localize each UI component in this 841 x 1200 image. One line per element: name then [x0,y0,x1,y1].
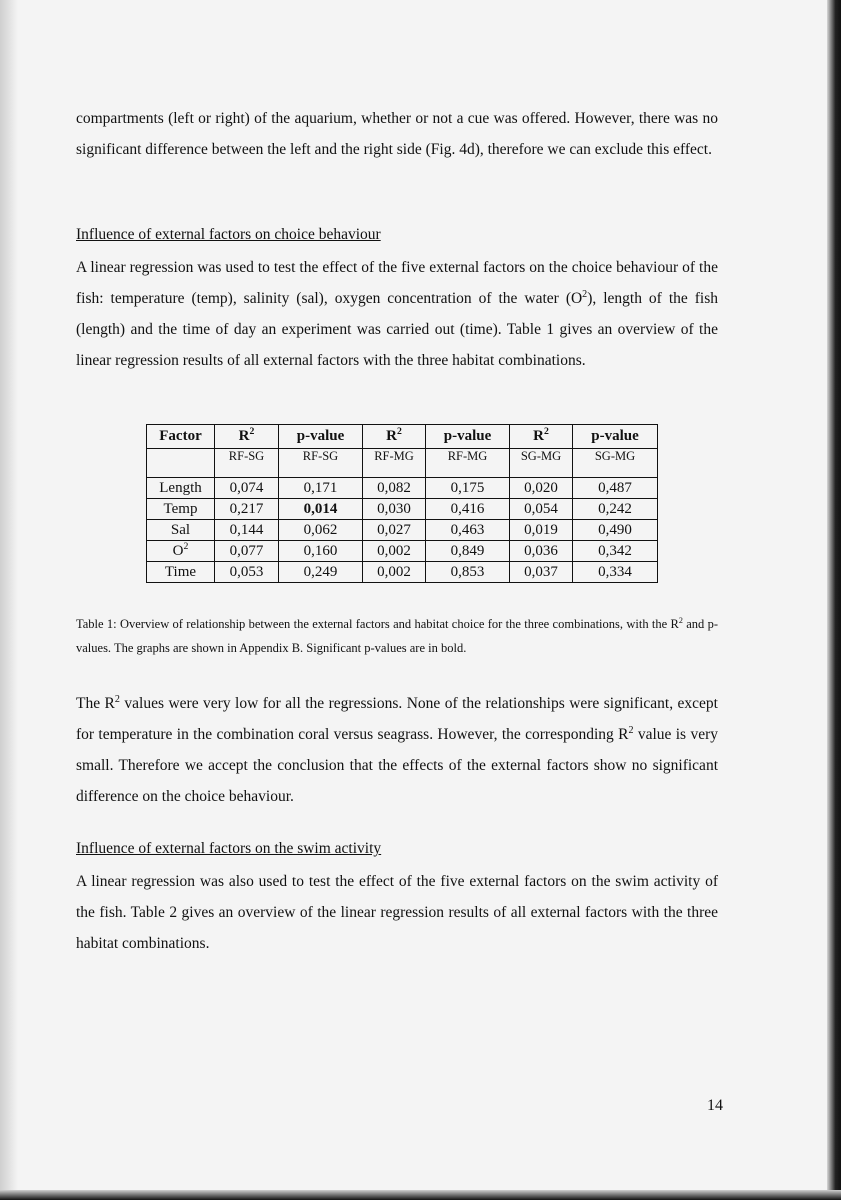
cell-r2: 0,074 [215,478,279,499]
header-r2: $R^2$ [510,425,573,449]
section-heading-choice: Influence of external factors on choice behaviour [76,226,381,243]
page-number: 14 [707,1097,723,1114]
cell-r2: 0,019 [510,520,573,541]
cell-p: 0,334 [573,562,658,583]
section-heading-swim: Influence of external factors on the swim activity [76,840,382,857]
cell-p: 0,062 [279,520,363,541]
cell-factor: Sal [147,520,215,541]
cell-r2: 0,053 [215,562,279,583]
cell-r2: 0,002 [363,541,426,562]
cell-p: 0,171 [279,478,363,499]
table-row [147,499,658,520]
choice-paragraph-part-b: ), length of the fish (length) and the time of day an experiment was carried out (time). Table 1 gives an overview of the linear regression results of all external factors with the three habitat combinations. [76,290,718,369]
cell-r2: 0,027 [363,520,426,541]
cell-p: 0,242 [573,499,658,520]
oxygen-superscript: 2 [582,288,588,300]
cell-r2: 0,054 [510,499,573,520]
cell-p: 0,463 [426,520,510,541]
cell-r2: 0,020 [510,478,573,499]
cell-r2: 0,002 [363,562,426,583]
cell-factor: Time [147,562,215,583]
cell-r2: 0,144 [215,520,279,541]
cell-r2: 0,037 [510,562,573,583]
cell-r2: 0,036 [510,541,573,562]
swim-paragraph: A linear regression was also used to test the effect of the five external factors on the swim activity of the fish. Table 2 gives an overview of the linear regression results of all external factors with the three habitat combinations. [76,873,718,952]
subheader-rf-sg: RF-SG [279,449,363,478]
intro-paragraph: compartments (left or right) of the aquarium, whether or not a cue was offered. However, there was no significant difference between the left and the right side (Fig. 4d), therefore we can exclude this effect. [76,110,718,158]
cell-factor: Temp [147,499,215,520]
cell-p: 0,487 [573,478,658,499]
header-factor: Factor [147,425,215,449]
regression-table [146,424,658,583]
subheader-rf-mg: RF-MG [426,449,510,478]
cell-r2: 0,217 [215,499,279,520]
subheader-rf-mg: RF-MG [363,449,426,478]
table-row [147,478,658,499]
cell-p-significant: 0,014 [279,499,363,520]
subheader-sg-mg: SG-MG [510,449,573,478]
choice-paragraph [76,252,718,376]
cell-r2: 0,082 [363,478,426,499]
cell-p: 0,175 [426,478,510,499]
cell-r2: 0,030 [363,499,426,520]
results-paragraph: The $R^2$ values were very low for all the regressions. None of the relationships were significant, except for temperature in the combination coral versus seagrass. However, the corresponding $R^2$ value is very small. Therefore we accept the conclusion that the effects of the external factors show no significant difference on the choice behaviour. [76,693,718,805]
table-header-row [147,425,658,449]
cell-r2: 0,077 [215,541,279,562]
cell-p: 0,849 [426,541,510,562]
cell-p: 0,249 [279,562,363,583]
table-row [147,520,658,541]
page-right-edge [827,0,841,1200]
header-p-value: p-value [279,425,363,449]
cell-p: 0,490 [573,520,658,541]
cell-factor: $O^2$ [147,541,215,562]
table-row [147,562,658,583]
header-p-value: p-value [573,425,658,449]
table-caption: Table 1: Overview of relationship between the external factors and habitat choice for the three combinations, with the $R^2$ and p-values. The graphs are shown in Appendix B. Significant p-values are in bold. [76,615,718,655]
table-row [147,541,658,562]
header-r2: $R^2$ [215,425,279,449]
header-p-value: p-value [426,425,510,449]
cell-p: 0,160 [279,541,363,562]
choice-paragraph-part-a: A linear regression was used to test the effect of the five external factors on the choice behaviour of the fish: temperature (temp), salinity (sal), oxygen concentration of the water (O [76,259,718,307]
cell-p: 0,853 [426,562,510,583]
subheader-empty [147,449,215,478]
cell-factor: Length [147,478,215,499]
cell-p: 0,416 [426,499,510,520]
page-bottom-edge [0,1190,841,1200]
subheader-rf-sg: RF-SG [215,449,279,478]
table-subheader-row [147,449,658,478]
cell-p: 0,342 [573,541,658,562]
page-left-shadow [0,0,18,1200]
subheader-sg-mg: SG-MG [573,449,658,478]
header-r2: $R^2$ [363,425,426,449]
